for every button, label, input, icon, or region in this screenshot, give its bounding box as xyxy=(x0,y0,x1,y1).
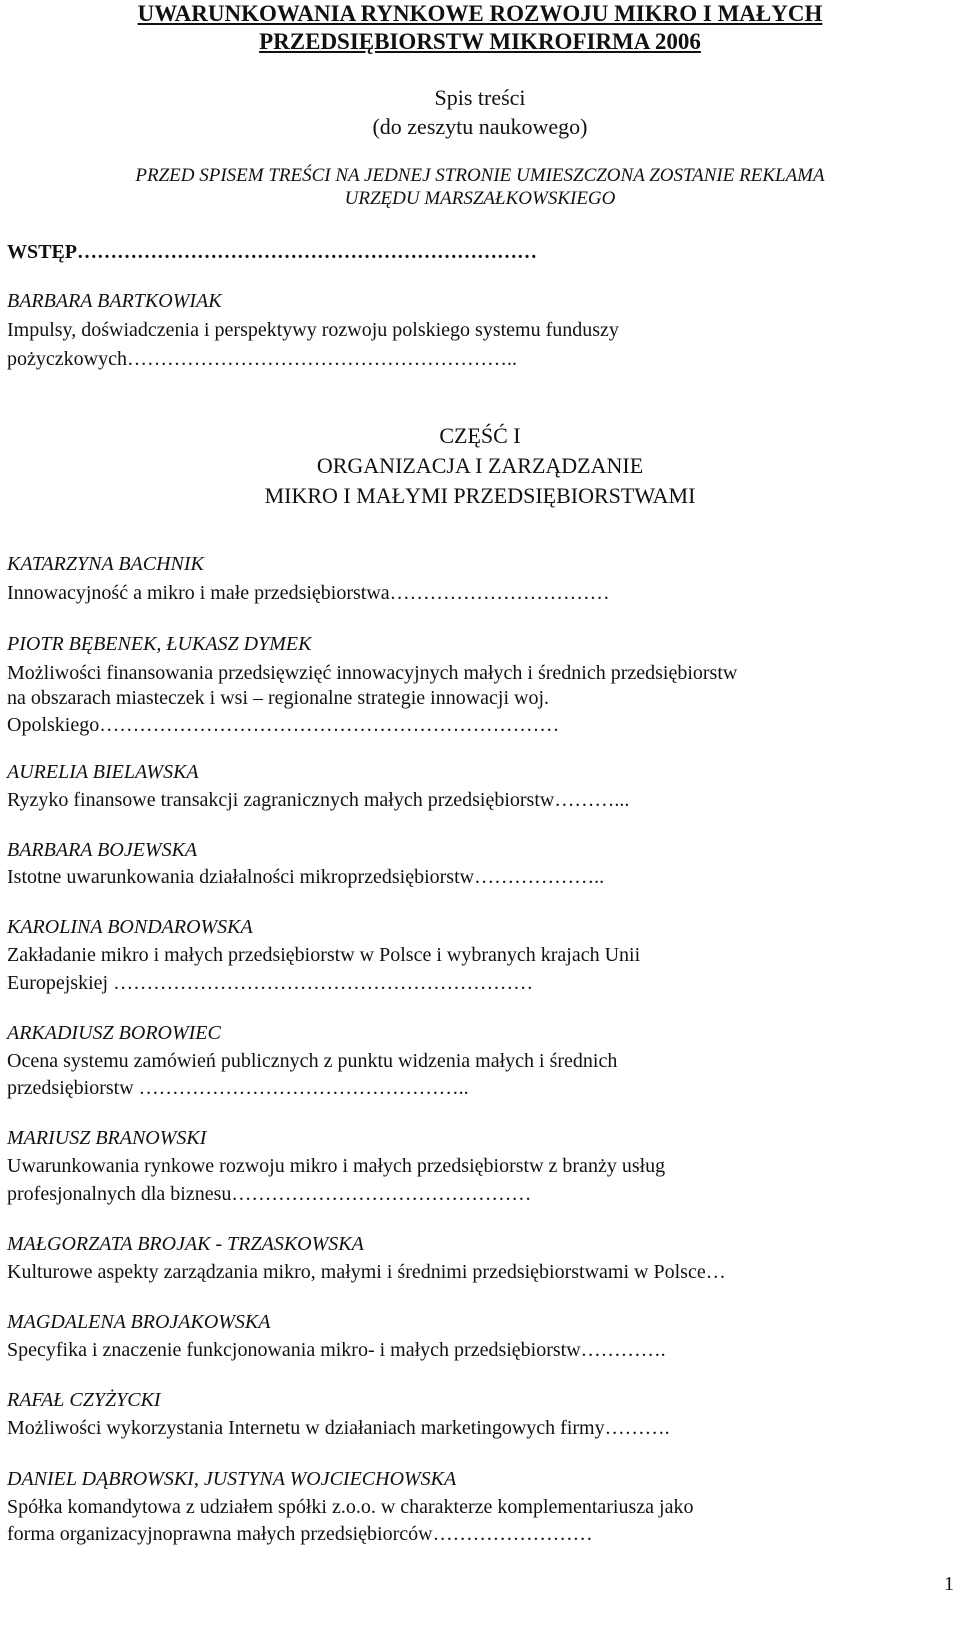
page-number: 1 xyxy=(944,1573,954,1595)
entry-title-line: na obszarach miasteczek i wsi – regionalne strategie innowacji woj. xyxy=(7,687,550,709)
entry-author: RAFAŁ CZYŻYCKI xyxy=(7,1389,161,1411)
entry-author: MAGDALENA BROJAKOWSKA xyxy=(7,1311,271,1333)
intro-title-line-1: Impulsy, doświadczenia i perspektywy rozwoju polskiego systemu funduszy xyxy=(7,319,619,341)
entry-author: BARBARA BOJEWSKA xyxy=(7,839,198,861)
ad-note-line-2: URZĘDU MARSZAŁKOWSKIEGO xyxy=(344,188,616,209)
entry-author: ARKADIUSZ BOROWIEC xyxy=(7,1022,221,1044)
entry-title-line: Możliwości wykorzystania Internetu w działaniach marketingowych firmy………. xyxy=(7,1417,670,1439)
entry-title-line: forma organizacyjnoprawna małych przedsiębiorców…………………… xyxy=(7,1523,593,1545)
part-name-line-1: ORGANIZACJA I ZARZĄDZANIE xyxy=(316,453,644,478)
intro-author: BARBARA BARTKOWIAK xyxy=(7,290,222,312)
entry-title-line: Innowacyjność a mikro i małe przedsiębiorstwa…………………………… xyxy=(7,582,610,604)
entry-title-line: Specyfika i znaczenie funkcjonowania mikro- i małych przedsiębiorstw…………. xyxy=(7,1339,666,1361)
entry-author: MAŁGORZATA BROJAK - TRZASKOWSKA xyxy=(7,1233,364,1255)
entry-author: PIOTR BĘBENEK, ŁUKASZ DYMEK xyxy=(7,633,312,655)
entry-title-line: Uwarunkowania rynkowe rozwoju mikro i małych przedsiębiorstw z branży usług xyxy=(7,1155,666,1177)
entry-title-line: Opolskiego…………………………………………………………… xyxy=(7,714,560,736)
entry-title-line: Ocena systemu zamówień publicznych z punktu widzenia małych i średnich xyxy=(7,1050,618,1072)
document-title-line-1: UWARUNKOWANIA RYNKOWE ROZWOJU MIKRO I MAŁYCH xyxy=(137,1,823,26)
document-title-line-2: PRZEDSIĘBIORSTW MIKROFIRMA 2006 xyxy=(259,29,701,54)
entry-title-line: Kulturowe aspekty zarządzania mikro, małymi i średnimi przedsiębiorstwami w Polsce… xyxy=(7,1261,726,1283)
part-label: CZĘŚĆ I xyxy=(439,423,521,448)
entry-title-line: Zakładanie mikro i małych przedsiębiorstw w Polsce i wybranych krajach Unii xyxy=(7,944,641,966)
entry-author: KAROLINA BONDAROWSKA xyxy=(7,916,253,938)
toc-title: Spis treści xyxy=(434,85,526,110)
entry-title-line: Europejskiej ……………………………………………………… xyxy=(7,972,534,994)
entry-author: MARIUSZ BRANOWSKI xyxy=(7,1127,207,1149)
part-name-line-2: MIKRO I MAŁYMI PRZEDSIĘBIORSTWAMI xyxy=(264,483,696,508)
entry-title-line: Istotne uwarunkowania działalności mikroprzedsiębiorstw……………….. xyxy=(7,866,605,888)
entry-title-line: Możliwości finansowania przedsięwzięć innowacyjnych małych i średnich przedsiębiorstw xyxy=(7,662,738,684)
entry-title-line: przedsiębiorstw ………………………………………….. xyxy=(7,1077,469,1099)
entry-title-line: Ryzyko finansowe transakcji zagranicznych małych przedsiębiorstw………... xyxy=(7,789,630,811)
entry-author: AURELIA BIELAWSKA xyxy=(7,761,199,783)
toc-subtitle: (do zeszytu naukowego) xyxy=(372,114,588,139)
entry-title-line: Spółka komandytowa z udziałem spółki z.o.o. w charakterze komplementariusza jako xyxy=(7,1496,694,1518)
ad-note-line-1: PRZED SPISEM TREŚCI NA JEDNEJ STRONIE UMIESZCZONA ZOSTANIE REKLAMA xyxy=(135,165,825,186)
entry-title-line: profesjonalnych dla biznesu……………………………………… xyxy=(7,1183,532,1205)
intro-entry: WSTĘP…………………………………………………………… xyxy=(7,241,538,263)
entry-author: DANIEL DĄBROWSKI, JUSTYNA WOJCIECHOWSKA xyxy=(7,1468,457,1490)
entry-author: KATARZYNA BACHNIK xyxy=(7,553,204,575)
intro-title-line-2: pożyczkowych………………………………………………….. xyxy=(7,348,517,370)
